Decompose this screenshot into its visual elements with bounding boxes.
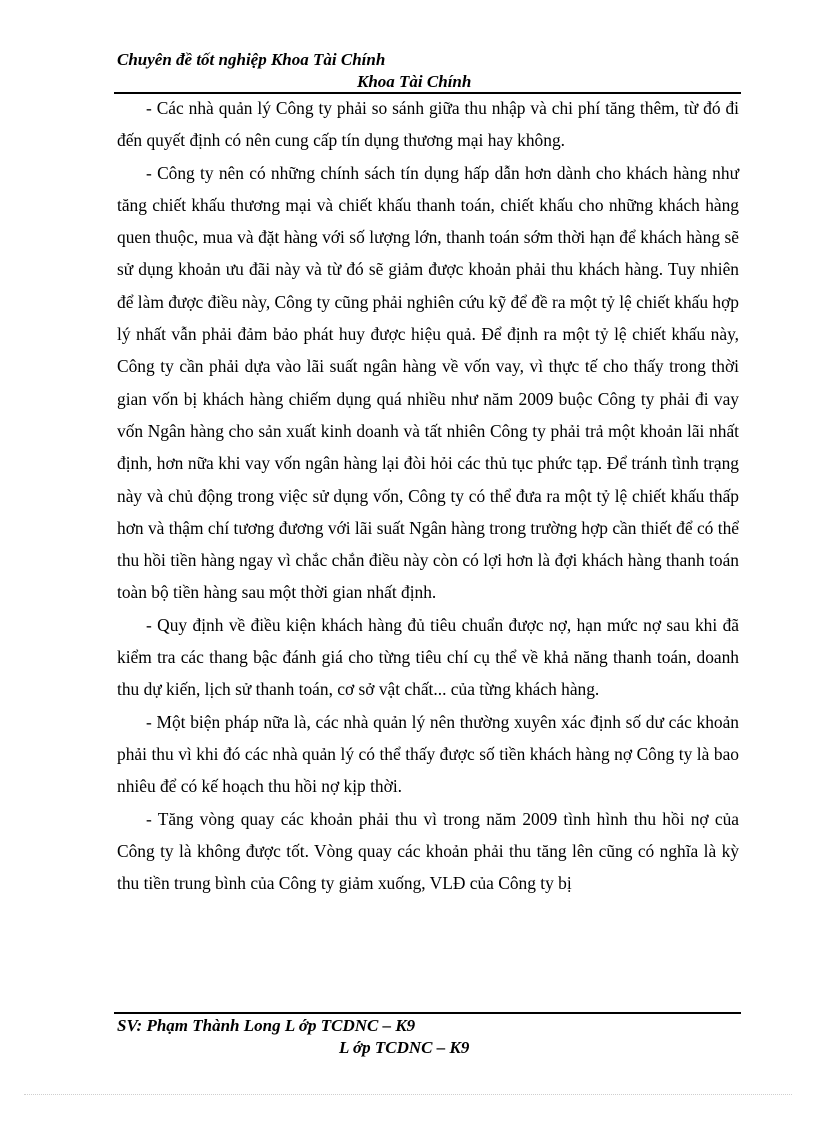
footer-author: SV: Phạm Thành Long L ớp TCDNC – K9	[117, 1016, 416, 1035]
footer-class: L ớp TCDNC – K9	[339, 1038, 470, 1057]
paragraph-credit-policy: - Công ty nên có những chính sách tín dụng hấp dẫn hơn dành cho khách hàng như tăng chiết khấu thương mại và chiết khấu thanh toán, chiết khấu cho những khách hàng quen thuộc, mua và đặt hàng với số lượng lớn, thanh toán sớm thời hạn để khách hàng sẽ sử dụng khoản ưu đãi này và từ đó sẽ giảm được khoản phải thu khách hàng. Tuy nhiên để làm được điều này, Công ty cũng phải nghiên cứu kỹ để đề ra một tỷ lệ chiết khấu hợp lý nhất vẫn phải đảm bảo phát huy được hiệu quả. Để định ra một tỷ lệ chiết khấu này, Công ty cần phải dựa vào lãi suất ngân hàng về vốn vay, vì thực tế cho thấy trong thời gian vốn bị khách hàng chiếm dụng quá nhiều như năm 2009 buộc Công ty phải đi vay vốn Ngân hàng cho sản xuất kinh doanh và tất nhiên Công ty phải trả một khoản lãi nhất định, hơn nữa khi vay vốn ngân hàng lại đòi hỏi các thủ tục phức tạp. Để tránh tình trạng này và chủ động trong việc sử dụng vốn, Công ty có thể đưa ra một tỷ lệ chiết khấu thấp hơn và thậm chí tương đương với lãi suất Ngân hàng trong trường hợp cần thiết để có thể thu hồi tiền hàng ngay vì chắc chắn điều này còn có lợi hơn là đợi khách hàng thanh toán toàn bộ tiền hàng sau một thời gian nhất định.	[117, 162, 739, 603]
header-title: Chuyên đề tốt nghiệp Khoa Tài Chính	[117, 50, 386, 69]
document-body	[117, 92, 739, 899]
paragraph-receivables-balance: - Một biện pháp nữa là, các nhà quản lý nên thường xuyên xác định số dư các khoản phải thu vì khi đó các nhà quản lý có thể thấy được số tiền khách hàng nợ Công ty là bao nhiêu để có kế hoạch thu hồi nợ kịp thời.	[117, 711, 739, 797]
paragraph-customer-conditions: - Quy định về điều kiện khách hàng đủ tiêu chuẩn được nợ, hạn mức nợ sau khi đã kiểm tra các thang bậc đánh giá cho từng tiêu chí cụ thể về khả năng thanh toán, doanh thu dự kiến, lịch sử thanh toán, cơ sở vật chất... của từng khách hàng.	[117, 614, 739, 700]
page-boundary	[24, 1094, 792, 1095]
paragraph-receivables-turnover: - Tăng vòng quay các khoản phải thu vì trong năm 2009 tình hình thu hồi nợ của Công ty là không được tốt. Vòng quay các khoản phải thu tăng lên cũng có nghĩa là kỳ thu tiền trung bình của Công ty giảm xuống, VLĐ của Công ty bị	[117, 808, 739, 894]
header-subtitle: Khoa Tài Chính	[357, 72, 472, 91]
footer-rule	[114, 1012, 741, 1014]
paragraph-compare-income-cost: - Các nhà quản lý Công ty phải so sánh giữa thu nhập và chi phí tăng thêm, từ đó đi đến quyết định có nên cung cấp tín dụng thương mại hay không.	[117, 98, 739, 151]
